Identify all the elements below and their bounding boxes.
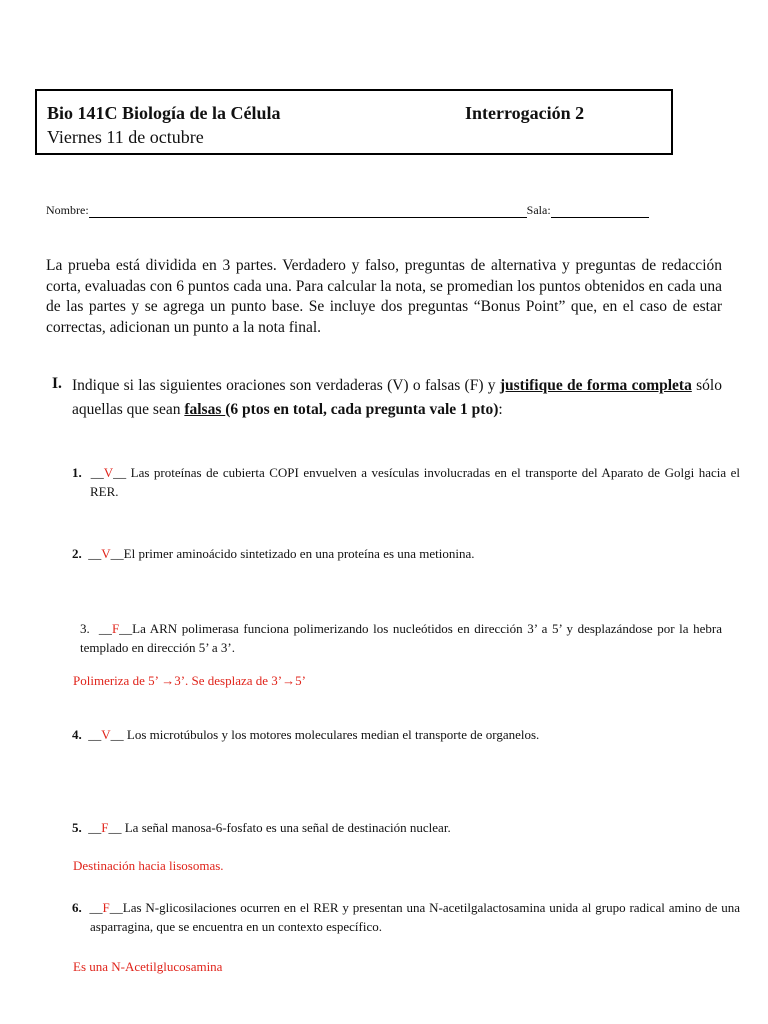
name-label: Nombre: bbox=[46, 203, 89, 217]
instr-falsas: falsas bbox=[184, 401, 226, 418]
q6-answer[interactable]: F bbox=[102, 900, 110, 915]
exam-title: Interrogación 2 bbox=[465, 103, 585, 123]
instr-points: (6 ptos en total, cada pregunta vale 1 pto) bbox=[225, 401, 499, 418]
q3-answer[interactable]: F bbox=[111, 621, 120, 636]
question-1: 1. __V__ Las proteínas de cubierta COPI envuelven a vesículas involucradas en el transporte del Aparato de Golgi hacia el RER. bbox=[72, 465, 741, 499]
q1-number: 1. bbox=[72, 465, 82, 480]
instr-text-2: sólo aquellas que sean bbox=[72, 377, 722, 418]
q6-correction: Es una N-Acetilglucosamina bbox=[73, 959, 223, 974]
q2-number: 2. bbox=[72, 546, 82, 561]
exam-date: Viernes 11 de octubre bbox=[47, 127, 204, 147]
q3-text: La ARN polimerasa funciona polimerizando los nucleótidos en dirección 3’ a 5’ y desplazándose por la hebra templado en dirección 5’ a 3’. bbox=[80, 621, 722, 655]
section-number: I. bbox=[52, 375, 62, 392]
name-row bbox=[46, 203, 649, 218]
q3-correction: Polimeriza de 5’ →3’. Se desplaza de 3’→5’ bbox=[73, 673, 306, 688]
question-5: 5. __F__ La señal manosa-6-fosfato es una señal de destinación nuclear. bbox=[72, 820, 451, 835]
instr-emphasis: justifique de forma completa bbox=[499, 377, 692, 394]
room-label: Sala: bbox=[526, 203, 551, 217]
question-2: 2. __V__El primer aminoácido sintetizado en una proteína es una metionina. bbox=[72, 546, 475, 561]
q4-number: 4. bbox=[72, 727, 82, 742]
course-title: Bio 141C Biología de la Célula bbox=[47, 103, 281, 123]
q3-number: 3. bbox=[80, 621, 90, 636]
q6-text: Las N-glicosilaciones ocurren en el RER y presentan una N-acetilgalactosamina unida al grupo radical amino de una asparragina, que se encuentra en un contexto específico. bbox=[90, 900, 740, 934]
q5-answer[interactable]: F bbox=[101, 820, 109, 835]
q4-text: Los microtúbulos y los motores moleculares median el transporte de organelos. bbox=[123, 727, 540, 742]
intro-paragraph: La prueba está dividida en 3 partes. Verdadero y falso, preguntas de alternativa y preguntas de redacción corta, evaluadas con 6 puntos cada una. Para calcular la nota, se promedian los puntos obtenidos en cada una de las partes y se agrega un punto base. Se incluye dos preguntas “Bonus Point” que, en el caso de estar correctas, adicionan un punto a la nota final. bbox=[46, 257, 722, 336]
room-field[interactable] bbox=[551, 204, 649, 218]
question-3: 3. __F__La ARN polimerasa funciona polimerizando los nucleótidos en dirección 3’ a 5’ y desplazándose por la hebra templado en dirección 5’ a 3’. bbox=[80, 621, 722, 655]
q5-correction: Destinación hacia lisosomas. bbox=[73, 858, 224, 873]
instr-text-1: Indique si las siguientes oraciones son verdaderas (V) o falsas (F) y bbox=[72, 377, 500, 394]
question-4: 4. __V__ Los microtúbulos y los motores moleculares median el transporte de organelos. bbox=[72, 727, 540, 742]
q1-answer[interactable]: V bbox=[103, 465, 114, 480]
section-instructions bbox=[72, 374, 722, 422]
q5-number: 5. bbox=[72, 820, 82, 835]
q2-answer[interactable]: V bbox=[101, 546, 111, 561]
instr-colon: : bbox=[498, 401, 503, 418]
q1-text: Las proteínas de cubierta COPI envuelven a vesículas involucradas en el transporte del Aparato de Golgi hacia el RER. bbox=[90, 465, 741, 499]
q5-text: La señal manosa-6-fosfato es una señal de destinación nuclear. bbox=[121, 820, 451, 835]
header-box bbox=[35, 89, 673, 155]
question-6: 6. __F__Las N-glicosilaciones ocurren en el RER y presentan una N-acetilgalactosamina unida al grupo radical amino de una asparragina, que se encuentra en un contexto específico. bbox=[72, 900, 740, 934]
name-field[interactable] bbox=[89, 204, 527, 218]
q2-text: El primer aminoácido sintetizado en una proteína es una metionina. bbox=[123, 546, 475, 561]
q4-answer[interactable]: V bbox=[101, 727, 111, 742]
q6-number: 6. bbox=[72, 900, 82, 915]
